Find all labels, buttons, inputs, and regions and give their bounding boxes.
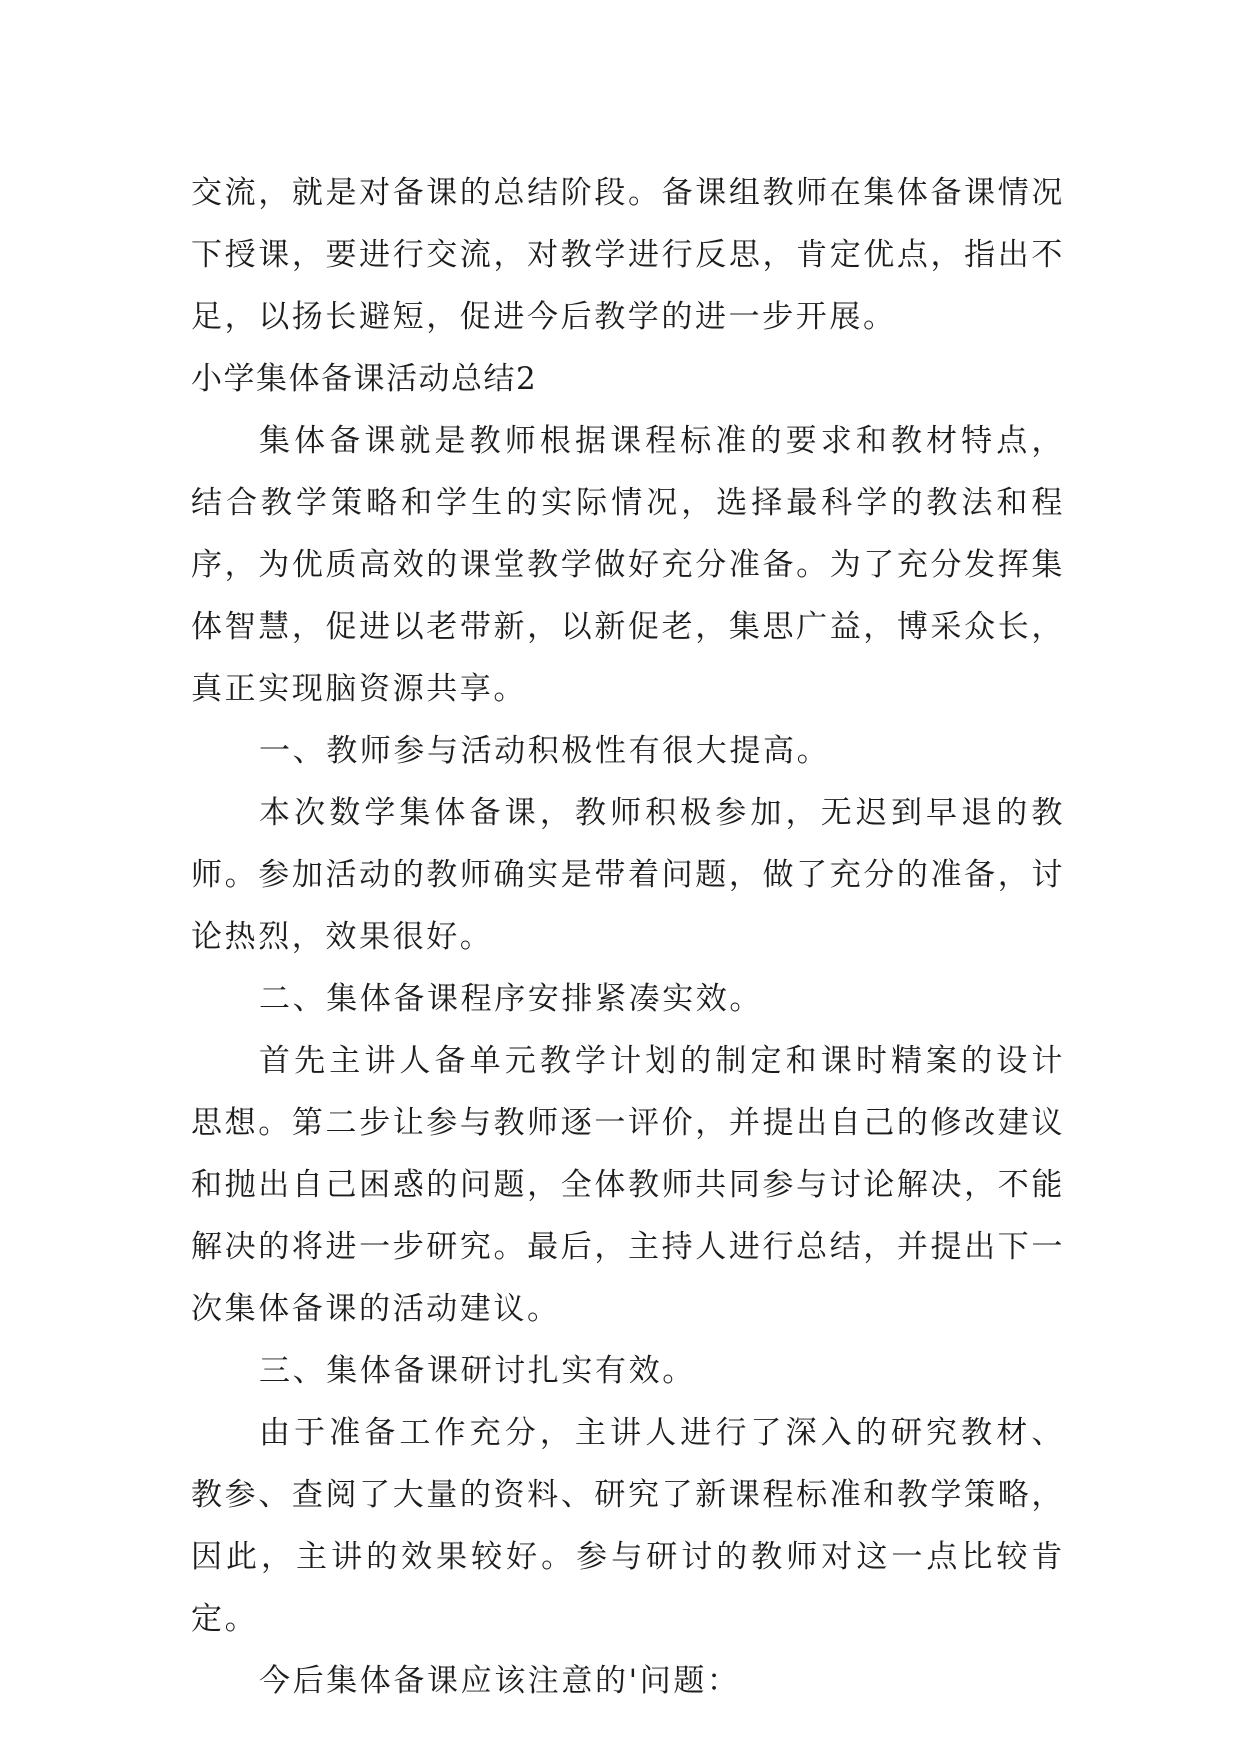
point-heading-3: 三、集体备课研讨扎实有效。 (259, 1353, 696, 1389)
paragraph-point-1: 本次数学集体备课，教师积极参加，无迟到早退的教师。参加活动的教师确实是带着问题，做了充分的准备，讨论热烈，效果很好。 (191, 795, 1065, 955)
section-title: 小学集体备课活动总结2 (191, 361, 538, 397)
document-body (191, 162, 1065, 1712)
paragraph-closing: 今后集体备课应该注意的'问题： (259, 1663, 741, 1699)
point-heading-1: 一、教师参与活动积极性有很大提高。 (259, 733, 831, 769)
point-heading-2: 二、集体备课程序安排紧凑实效。 (259, 981, 763, 1017)
paragraph-continuation: 交流，就是对备课的总结阶段。备课组教师在集体备课情况下授课，要进行交流，对教学进行反思，肯定优点，指出不足，以扬长避短，促进今后教学的进一步开展。 (191, 175, 1065, 335)
paragraph-intro: 集体备课就是教师根据课程标准的要求和教材特点，结合教学策略和学生的实际情况，选择最科学的教法和程序，为优质高效的课堂教学做好充分准备。为了充分发挥集体智慧，促进以老带新，以新促老，集思广益，博采众长，真正实现脑资源共享。 (191, 423, 1065, 707)
paragraph-point-2: 首先主讲人备单元教学计划的制定和课时精案的设计思想。第二步让参与教师逐一评价，并提出自己的修改建议和抛出自己困惑的问题，全体教师共同参与讨论解决，不能解决的将进一步研究。最后，主持人进行总结，并提出下一次集体备课的活动建议。 (191, 1043, 1065, 1327)
paragraph-point-3: 由于准备工作充分，主讲人进行了深入的研究教材、教参、查阅了大量的资料、研究了新课程标准和教学策略，因此，主讲的效果较好。参与研讨的教师对这一点比较肯定。 (191, 1415, 1065, 1637)
